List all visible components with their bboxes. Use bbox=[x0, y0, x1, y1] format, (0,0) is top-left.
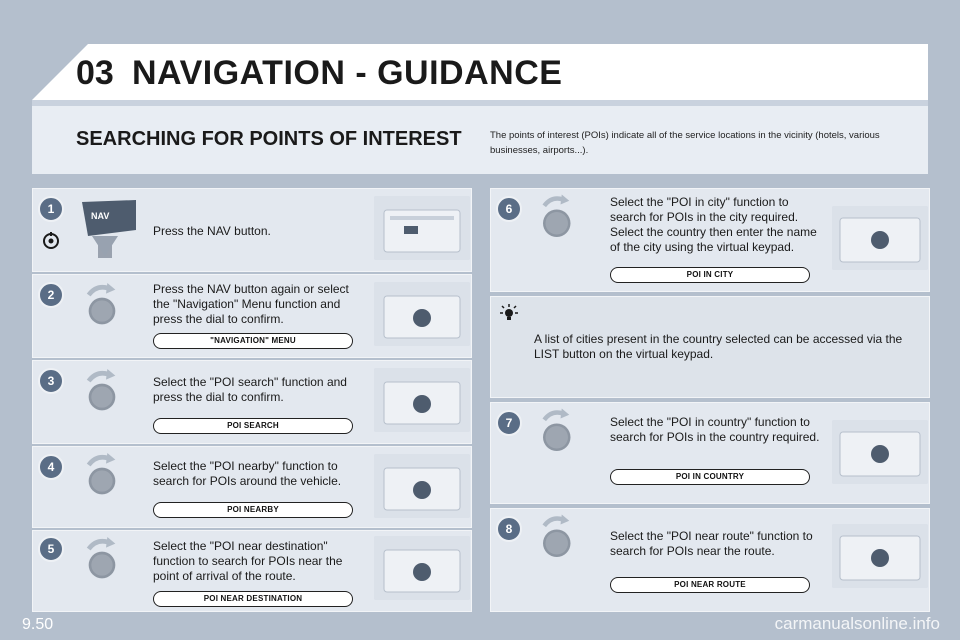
info-text: A list of cities present in the country selected can be accessed via the LIST button on the virtual keypad. bbox=[534, 332, 903, 361]
menu-poi-in-city: POI IN CITY bbox=[610, 267, 810, 283]
page-number: 9.50 bbox=[22, 616, 54, 633]
radio-unit-thumbnail bbox=[374, 368, 470, 432]
menu-poi-nearby: POI NEARBY bbox=[153, 502, 353, 518]
dial-icon bbox=[82, 534, 122, 584]
step-6-badge: 6 bbox=[496, 196, 522, 222]
dial-icon bbox=[82, 366, 122, 416]
step-3-badge: 3 bbox=[38, 368, 64, 394]
section-title: SEARCHING FOR POINTS OF INTEREST bbox=[76, 128, 462, 150]
nav-button-label: NAV bbox=[91, 211, 110, 221]
step-5-badge: 5 bbox=[38, 536, 64, 562]
step-2-badge: 2 bbox=[38, 282, 64, 308]
step-1-text: Press the NAV button. bbox=[153, 224, 271, 238]
step-3-text: Select the "POI search" function and press the dial to confirm. bbox=[153, 375, 347, 404]
location-icon bbox=[42, 232, 60, 250]
radio-unit-thumbnail bbox=[374, 282, 470, 346]
nav-button-icon bbox=[78, 196, 140, 260]
dial-icon bbox=[82, 450, 122, 500]
radio-unit-thumbnail bbox=[374, 536, 470, 600]
step-7-badge: 7 bbox=[496, 410, 522, 436]
dial-icon bbox=[538, 406, 578, 456]
menu-navigation: "NAVIGATION" MENU bbox=[153, 333, 353, 349]
step-2-text: Press the NAV button again or select the "Navigation" Menu function and press the dial to confirm. bbox=[153, 282, 349, 326]
step-1-badge: 1 bbox=[38, 196, 64, 222]
section-intro: The points of interest (POIs) indicate all of the service locations in the vicinity (hotels, various businesses, airports...). bbox=[490, 130, 880, 156]
dial-icon bbox=[82, 280, 122, 330]
chapter-number: 03 bbox=[76, 54, 114, 92]
menu-poi-in-country: POI IN COUNTRY bbox=[610, 469, 810, 485]
radio-unit-thumbnail bbox=[832, 420, 928, 484]
step-5-text: Select the "POI near destination" function to search for POIs near the point of arrival of the route. bbox=[153, 539, 343, 583]
step-8-badge: 8 bbox=[496, 516, 522, 542]
radio-unit-thumbnail bbox=[374, 454, 470, 518]
lightbulb-icon bbox=[499, 304, 519, 324]
step-4-text: Select the "POI nearby" function to search for POIs around the vehicle. bbox=[153, 459, 342, 488]
dial-icon bbox=[538, 192, 578, 242]
radio-unit-thumbnail bbox=[374, 196, 470, 260]
menu-poi-search: POI SEARCH bbox=[153, 418, 353, 434]
dial-icon bbox=[538, 512, 578, 562]
radio-unit-thumbnail bbox=[832, 206, 928, 270]
step-6-text: Select the "POI in city" function to search for POIs in the city required. Select the country then enter the name of the city using the virtual keypad. bbox=[610, 195, 817, 254]
step-7-text: Select the "POI in country" function to search for POIs in the country required. bbox=[610, 415, 820, 444]
step-4-badge: 4 bbox=[38, 454, 64, 480]
menu-poi-near-route: POI NEAR ROUTE bbox=[610, 577, 810, 593]
chapter-title: NAVIGATION - GUIDANCE bbox=[132, 54, 563, 92]
radio-unit-thumbnail bbox=[832, 524, 928, 588]
step-8-text: Select the "POI near route" function to search for POIs near the route. bbox=[610, 529, 813, 558]
menu-poi-near-destination: POI NEAR DESTINATION bbox=[153, 591, 353, 607]
watermark: carmanualsonline.info bbox=[774, 614, 940, 633]
